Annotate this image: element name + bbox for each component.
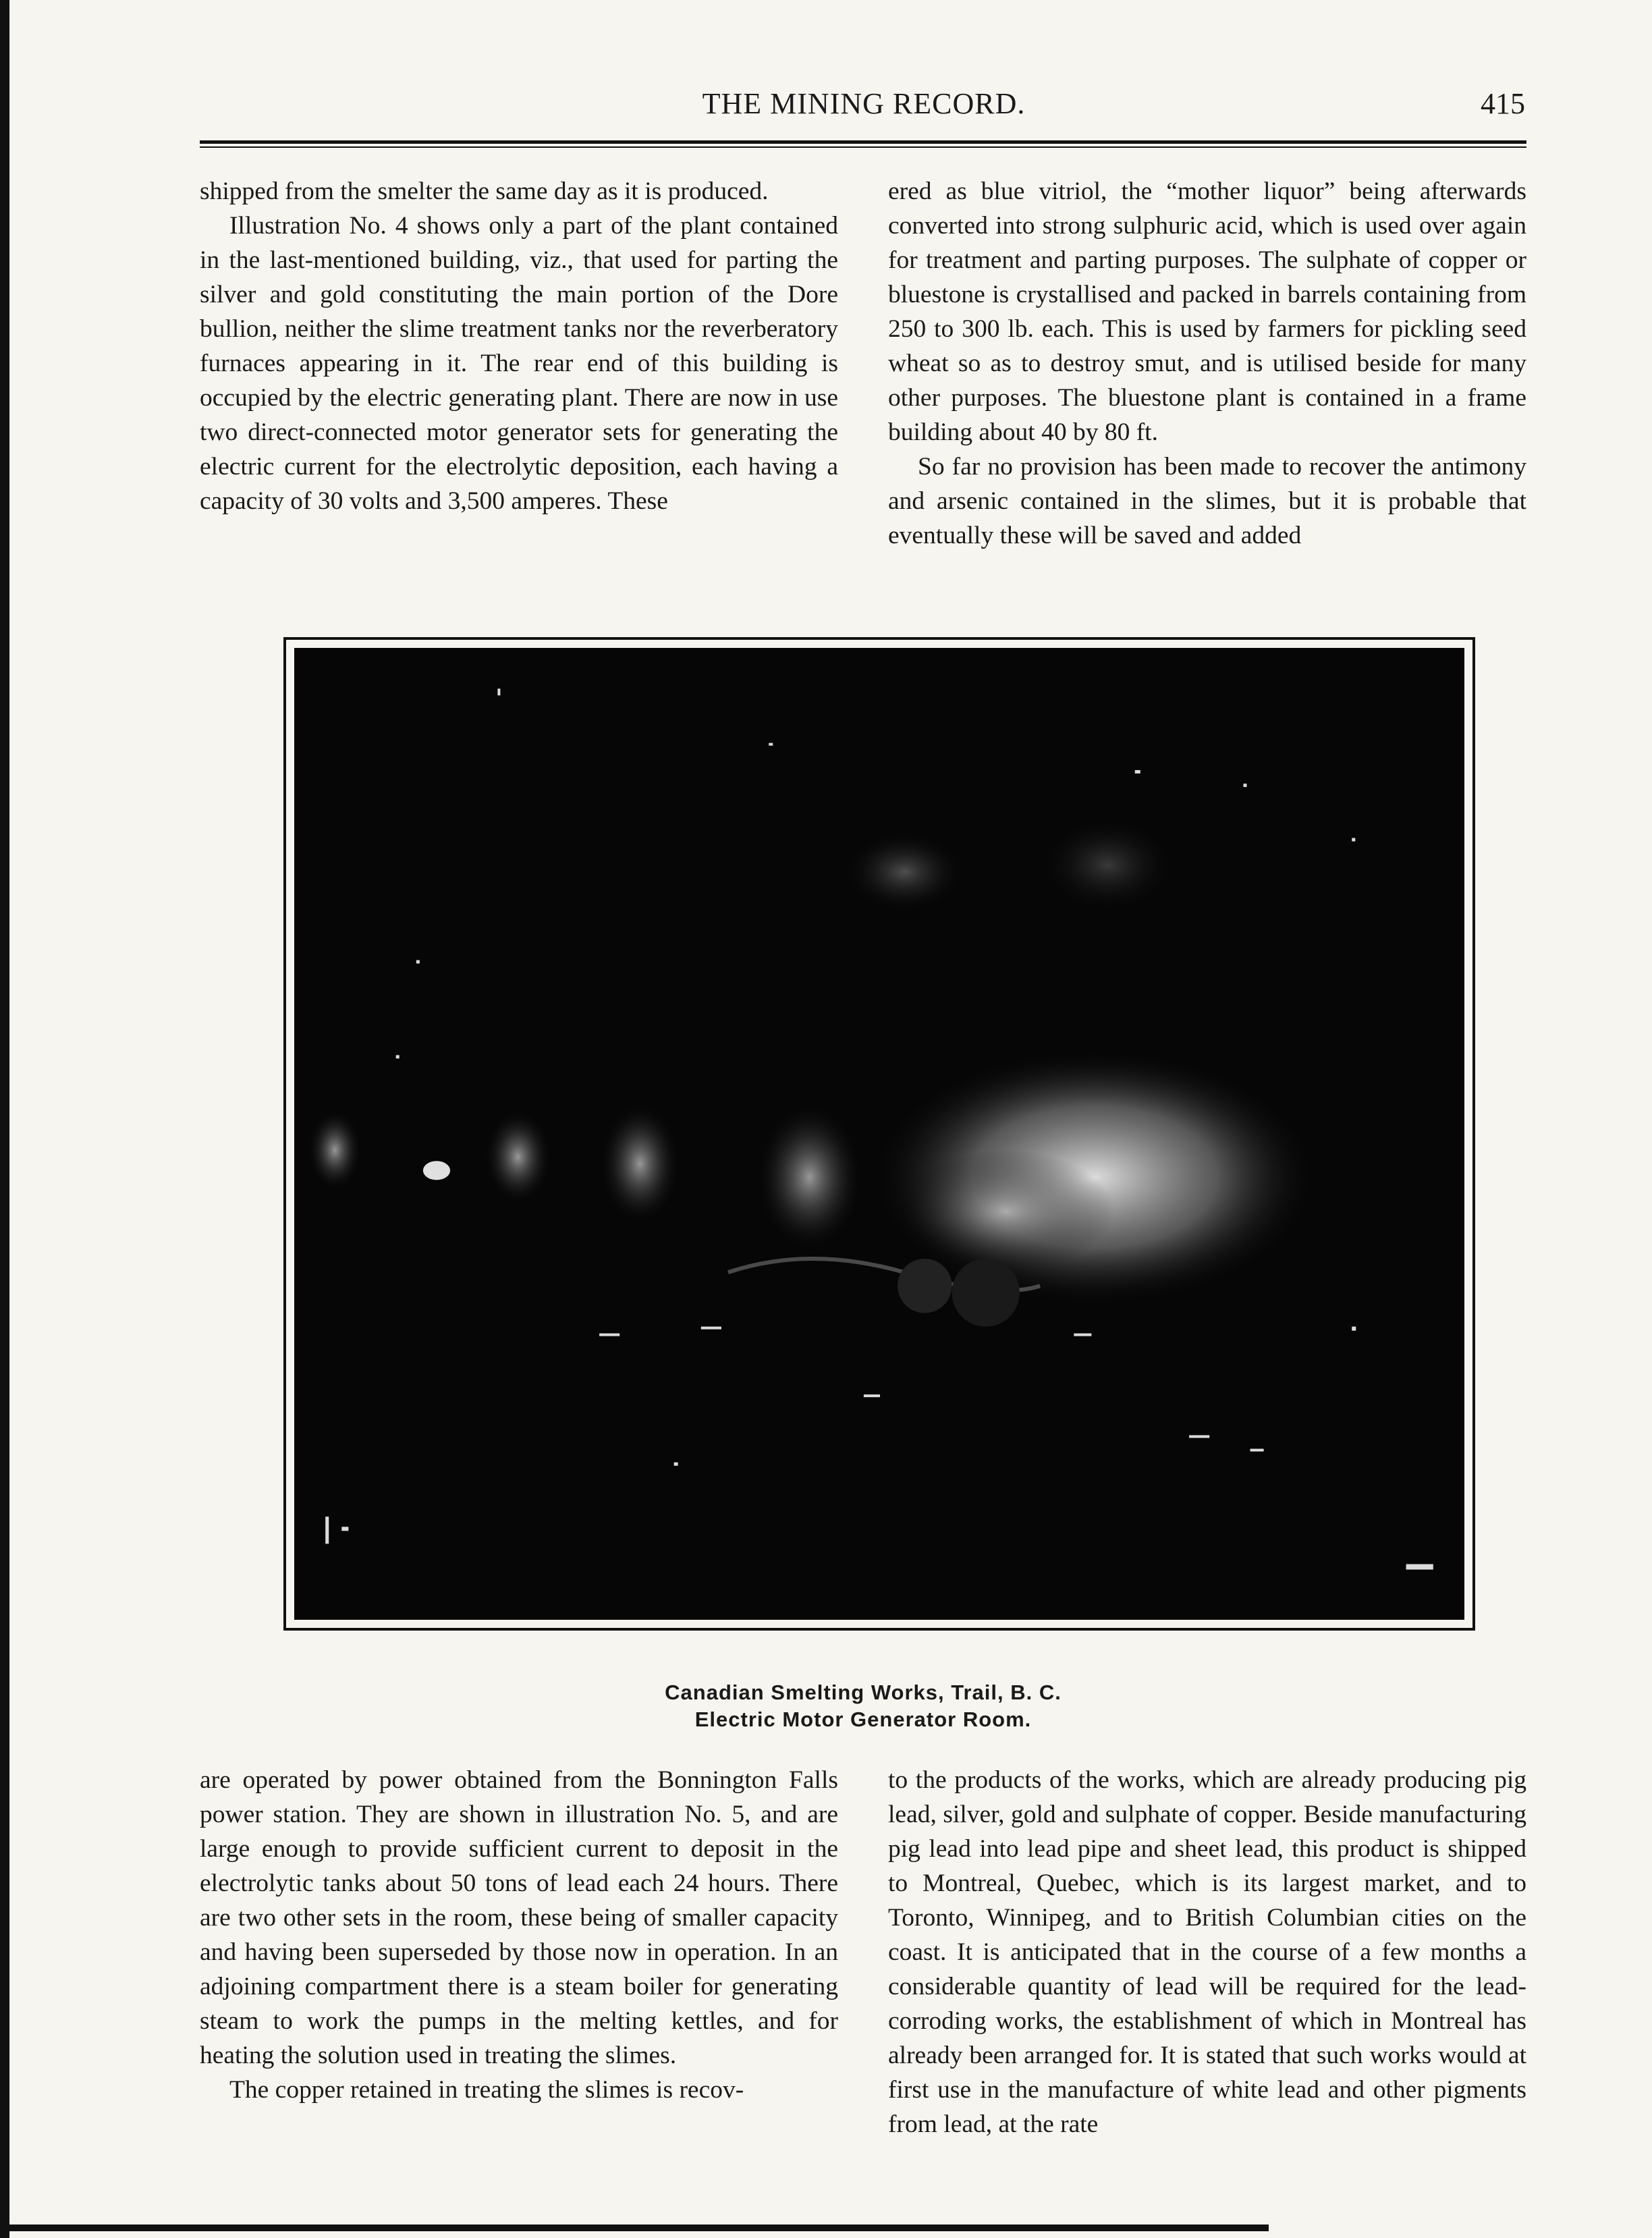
page-bottom-rule — [0, 2225, 1269, 2231]
photograph-frame — [283, 637, 1475, 1631]
page-number: 415 — [1481, 87, 1525, 120]
paragraph: are operated by power obtained from the Bonnington Falls power station. They are shown in illustration No. 5, and are large enough to provide sufficient current to deposit in the electrolytic tanks about 50 tons of lead each 24 hours. There are two other sets in the room, these being of smaller capacity and having been superseded by those now in operation. In an adjoining compartment there is a steam boiler for generating steam to work the pumps in the melting kettles, and for heating the solution used in treating the slimes. — [200, 1766, 838, 2069]
paragraph: to the products of the works, which are already producing pig lead, silver, gold and sulphate of copper. Beside manufacturing pig lead into lead pipe and sheet lead, this product is shipped to Montreal, Quebec, which is its largest market, and to Toronto, Winnipeg, and to British Columbian cities on the coast. It is anticipated that in the course of a few months a considerable quantity of lead will be required for the lead-corroding works, the establishment of which in Montreal has already been arranged for. It is stated that such works would at first use in the manufacture of white lead and other pigments from lead, at the rate — [888, 1766, 1526, 2138]
paragraph: ered as blue vitriol, the “mother liquor” being afterwards converted into strong sulphuric acid, which is used over again for treatment and parting purposes. The sulphate of copper or bluestone is crystallised and packed in barrels containing from 250 to 300 lb. each. This is used by farmers for pickling seed wheat so as to destroy smut, and is utilised beside for many other purposes. The bluestone plant is contained in a frame building about 40 by 80 ft. — [888, 178, 1526, 446]
column-top-right — [888, 174, 1526, 553]
journal-title: THE MINING RECORD. — [702, 87, 1026, 120]
caption-line-1: Canadian Smelting Works, Trail, B. C. — [665, 1681, 1062, 1704]
paragraph: shipped from the smelter the same day as it is produced. — [200, 178, 769, 205]
figure-caption — [200, 1679, 1526, 1733]
paragraph: So far no provision has been made to recover the antimony and arsenic contained in the slimes, but it is probable that eventually these will be saved and added — [888, 453, 1526, 549]
column-top-left — [200, 174, 838, 518]
photograph-image — [294, 648, 1464, 1620]
caption-line-2: Electric Motor Generator Room. — [694, 1708, 1032, 1731]
paragraph: Illustration No. 4 shows only a part of the plant contained in the last-mentioned building, viz., that used for parting the silver and gold constituting the main portion of the Dore bullion, neither the slime treatment tanks nor the reverberatory furnaces appearing in it. The rear end of this building is occupied by the electric generating plant. There are now in use two direct-connected motor generator sets for generating the electric current for the electrolytic deposition, each having a capacity of 30 volts and 3,500 amperes. These — [200, 212, 838, 515]
generator-room-photograph — [294, 648, 1464, 1620]
paragraph: The copper retained in treating the slimes is recov- — [229, 2076, 744, 2104]
header-rule — [200, 140, 1526, 148]
column-bottom-right — [888, 1763, 1526, 2141]
running-header — [202, 86, 1525, 134]
page-edge-rule — [0, 0, 9, 2238]
column-bottom-left — [200, 1763, 838, 2107]
